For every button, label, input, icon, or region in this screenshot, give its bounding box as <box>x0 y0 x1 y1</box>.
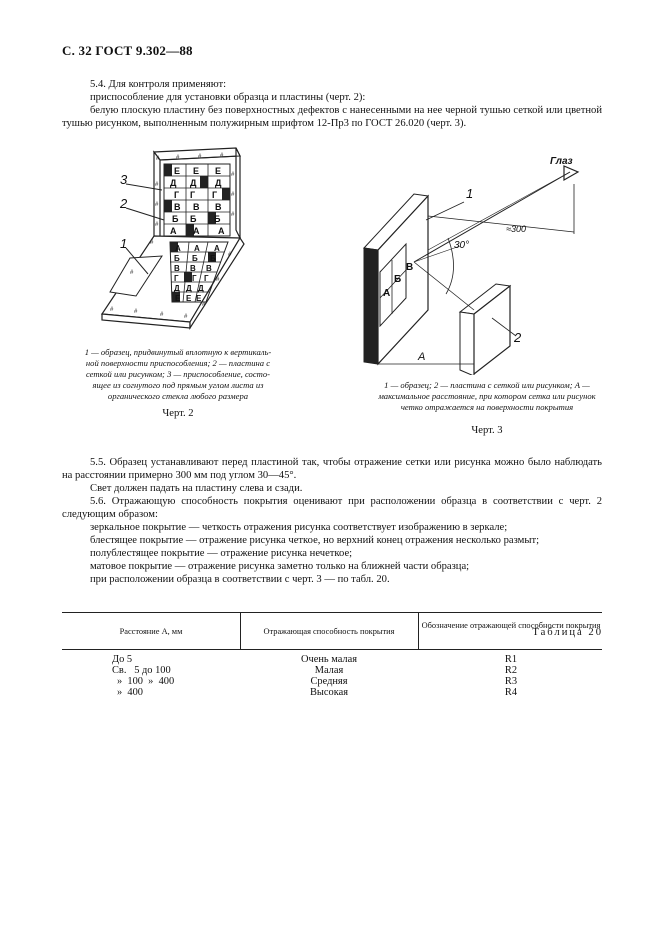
floor-letter: В <box>174 264 180 273</box>
page-header: С. 32 ГОСТ 9.302—88 <box>62 43 193 58</box>
svg-text:#: # <box>176 155 180 161</box>
table-header: Обозначение отражающей способности покрытия <box>421 621 601 630</box>
svg-text:#: # <box>231 212 235 218</box>
floor-letter: Д <box>174 284 180 293</box>
floor-letter: Б <box>174 254 180 263</box>
figure-3-title: Черт. 3 <box>471 425 503 436</box>
svg-text:#: # <box>156 156 160 162</box>
grid-letter: В <box>215 202 222 212</box>
para-5-6-item: матовое покрытие — отражение рисунка заметно только на ближней части образца; <box>90 561 470 572</box>
svg-text:#: # <box>110 307 114 313</box>
figure-3-drawing <box>352 150 612 375</box>
figure-2-drawing <box>90 146 270 346</box>
grid-letter: Е <box>193 166 200 176</box>
grid-letter: В <box>193 202 200 212</box>
svg-text:#: # <box>184 314 188 320</box>
floor-letter: Д <box>198 284 204 293</box>
para-5-4-device: приспособление для установки образца и пластины (черт. 2): <box>90 92 366 103</box>
grid-letter: Е <box>215 166 222 176</box>
figure-2-caption: 1 — образец, придвинутый вплотную к вертикаль- ной поверхности приспособления; 2 — пластина с сеткой или рисунком; 3 — приспособление, состо- ящее из согнутого под прямым углом листа из органического стекла любого размера <box>84 347 272 401</box>
grid-letter: А <box>193 226 200 236</box>
para-5-6-item: при расположении образца в соответствии с черт. 3 — по табл. 20. <box>90 574 390 585</box>
floor-letter: А <box>214 244 220 253</box>
figure-3-eye-label: Глаз <box>550 156 573 167</box>
para-5-6-item: зеркальное покрытие — четкость отражения рисунка соответствует изображению в зеркале; <box>90 522 508 533</box>
floor-letter: Г <box>204 274 209 283</box>
floor-letter: Е <box>196 294 202 303</box>
svg-text:#: # <box>130 270 134 276</box>
para-5-5: 5.5. Образец устанавливают перед пластиной так, чтобы отражение сетки или рисунка можно было наблюдать на расстоянии примерно 300 мм под углом 30—45°. <box>62 457 602 481</box>
grid-letter: Г <box>174 190 180 200</box>
svg-text:#: # <box>228 252 232 258</box>
figure-2-label-2: 2 <box>120 196 128 211</box>
floor-letter: В <box>190 264 196 273</box>
figure-3-caption: 1 — образец; 2 — пластина с сеткой или рисунком; А — максимальное расстояние, при котором сетка или рисунок четко отражается на поверхности покрытия <box>378 380 596 412</box>
para-5-5-light: Свет должен падать на пластину слева и сзади. <box>90 483 303 494</box>
grid-letter: Б <box>190 214 197 224</box>
floor-letter: Е <box>175 294 181 303</box>
svg-text:#: # <box>155 182 159 188</box>
svg-text:#: # <box>155 202 159 208</box>
grid-letter: Б <box>172 214 179 224</box>
figure-2-label-1: 1 <box>120 236 128 251</box>
floor-letter: Б <box>210 254 216 263</box>
grid-letter: А <box>218 226 225 236</box>
para-5-6-item: полублестящее покрытие — отражение рисунка нечеткое; <box>90 548 353 559</box>
grid-letter: Д <box>170 178 177 188</box>
floor-letter: Д <box>186 284 192 293</box>
table-20-title: Таблица 20 <box>532 627 603 638</box>
svg-text:#: # <box>216 277 220 283</box>
floor-letter: Е <box>186 294 192 303</box>
floor-letter: Г <box>174 274 179 283</box>
svg-text:#: # <box>198 154 202 160</box>
svg-text:#: # <box>134 309 138 315</box>
svg-text:#: # <box>202 302 206 308</box>
svg-text:#: # <box>155 222 159 228</box>
floor-letter: Г <box>192 274 197 283</box>
plate-letter: В <box>406 262 414 273</box>
svg-text:#: # <box>150 240 154 246</box>
para-5-6: 5.6. Отражающую способность покрытия оценивают при расположении образца в соответствии с черт. 2 следующим образом: <box>62 496 602 520</box>
para-5-6-item: блестящее покрытие — отражение рисунка четкое, но верхний конец отражения несколько размыт; <box>90 535 540 546</box>
grid-letter: В <box>174 202 181 212</box>
floor-letter: А <box>194 244 200 253</box>
para-5-4-plate: белую плоскую пластину без поверхностных дефектов с нанесенными на нее черной тушью сеткой или цветной тушью рисунком, выполненным полужирным шрифтом 12-Пр3 по ГОСТ 26.020 (черт. 3). <box>62 105 602 129</box>
svg-text:#: # <box>220 153 224 159</box>
grid-letter: Б <box>214 214 221 224</box>
svg-text:#: # <box>231 192 235 198</box>
svg-text:#: # <box>231 172 235 178</box>
floor-letter: В <box>206 264 212 273</box>
grid-letter: Д <box>190 178 197 188</box>
figure-3-label-2: 2 <box>514 330 522 345</box>
svg-text:#: # <box>160 312 164 318</box>
figure-2-label-3: 3 <box>120 172 128 187</box>
floor-letter: А <box>175 244 181 253</box>
grid-letter: Е <box>174 166 181 176</box>
para-5-4: 5.4. Для контроля применяют: <box>90 79 227 90</box>
plate-letter: Б <box>394 274 402 285</box>
grid-letter: А <box>170 226 177 236</box>
table-header: Расстояние А, мм <box>119 627 183 636</box>
grid-letter: Г <box>212 190 218 200</box>
figure-3-label-1: 1 <box>466 186 474 201</box>
floor-letter: Б <box>192 254 198 263</box>
figure-3-angle-label: 30° <box>454 240 470 251</box>
table-header: Отражающая способность покрытия <box>263 627 395 636</box>
figure-3-distance-label: ≈300 <box>506 224 526 234</box>
figure-2-title: Черт. 2 <box>162 408 194 419</box>
grid-letter: Д <box>215 178 222 188</box>
figure-3-label-A: А <box>418 351 426 363</box>
plate-letter: А <box>383 288 391 299</box>
grid-letter: Г <box>190 190 196 200</box>
